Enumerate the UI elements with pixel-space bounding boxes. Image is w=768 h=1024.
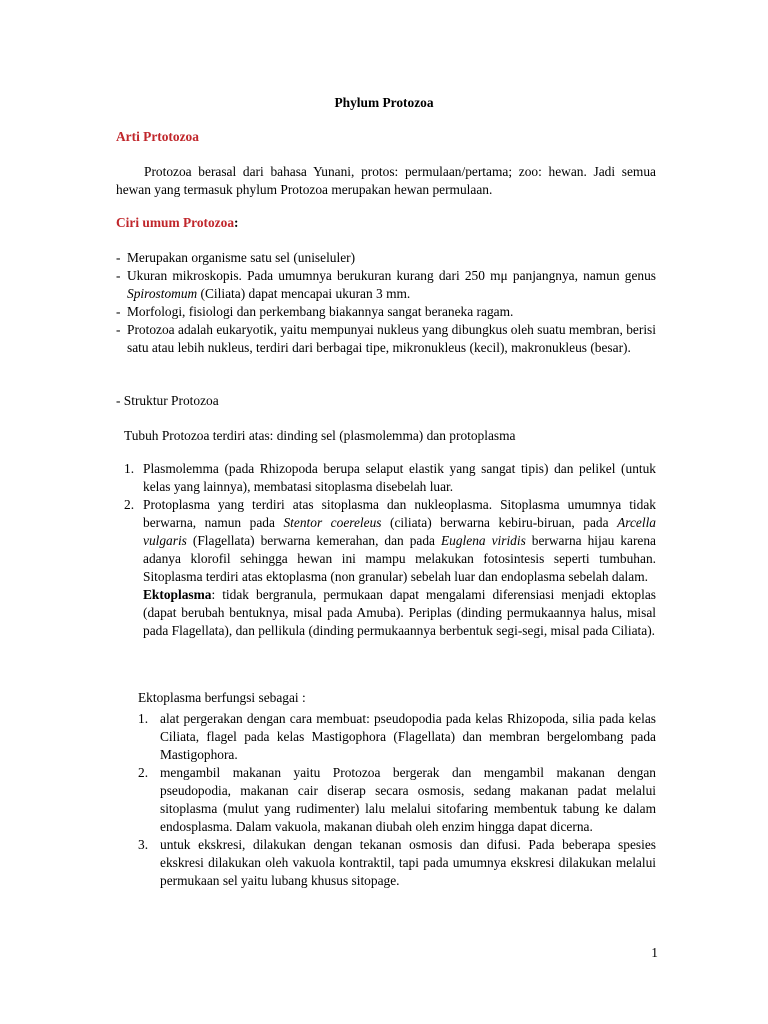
list-item [116,267,656,303]
ciri-item-4: Protozoa adalah eukaryotik, yaitu mempunyai nukleus yang dibungkus oleh suatu membran, berisi satu atau lebih nukleus, terdiri dari berbagai tipe, mikronukleus (kecil), makronukleus (besar). [127,322,656,355]
heading-ciri-text: Ciri umum Protozoa [116,215,235,230]
fungsi-item-3: untuk ekskresi, dilakukan dengan tekanan osmosis dan difusi. Pada beberapa spesies ekskresi dilakukan oleh vakuola kontraktil, tapi pada umumnya ekskresi dilakukan melalui permukaan sel yaitu lubang khusus sitopage. [160,837,656,888]
dash-marker: - [116,250,121,265]
heading-ciri-colon: : [234,215,239,230]
ciri-item-2b: (Ciliata) dapat mencapai ukuran 3 mm. [197,286,411,301]
list-number: 2. [138,765,149,780]
list-number: 1. [138,711,149,726]
heading-ciri [116,214,239,232]
ektoplasma-text: : tidak bergranula, permukaan dapat mengalami diferensiasi menjadi ektoplas (dapat berubah bentuknya, misal pada Amuba). Periplas (dinding permukaannya halus, misal pada Flagellata), dan pellikula (dinding permukaannya berbentuk segi-segi, misal pada Ciliata). [143,587,656,638]
struktur-intro: Tubuh Protozoa terdiri atas: dinding sel (plasmolemma) dan protoplasma [124,428,516,443]
fungsi-list [138,710,656,890]
list-item [116,303,656,321]
list-item [116,321,656,357]
fungsi-item-1: alat pergerakan dengan cara membuat: pseudopodia pada kelas Rhizopoda, silia pada kelas Ciliata, flagel pada kelas Mastigophora (Flagellata) dan membran bergelombang pada Mastigophora. [160,711,656,762]
list-item [124,460,656,496]
list-item [124,496,656,640]
ciri-item-2a: Ukuran mikroskopis. Pada umumnya berukuran kurang dari 250 mμ panjangnya, namun genus [127,268,656,283]
list-number: 3. [138,837,149,852]
fungsi-intro: Ektoplasma berfungsi sebagai : [138,690,306,705]
struktur-item-2 [143,496,656,586]
struktur-label: - Struktur Protozoa [116,393,219,408]
page-number: 1 [651,945,658,960]
ektoplasma-paragraph [143,586,656,640]
struktur-list [124,460,656,640]
arti-paragraph: Protozoa berasal dari bahasa Yunani, protos: permulaan/pertama; zoo: hewan. Jadi semua hewan yang termasuk phylum Protozoa merupakan hewan permulaan. [116,164,656,197]
page-title: Phylum Protozoa [334,95,434,110]
ektoplasma-term: Ektoplasma [143,587,212,602]
struktur-item-2b: (ciliata) berwarna kebiru-biruan, pada [381,515,618,530]
species-stentor: Stentor coereleus [283,515,382,530]
ciri-item-3: Morfologi, fisiologi dan perkembang biakannya sangat beraneka ragam. [127,304,514,319]
fungsi-item-2: mengambil makanan yaitu Protozoa bergerak dan mengambil makanan dengan pseudopodia, makanan cair diserap secara osmosis, sedang makanan padat melalui sitoplasma (mulut yang rudimenter) lalu melalui sitofaring membentuk tabung ke dalam endosplasma. Dalam vakuola, makanan diubah oleh enzim hingga dapat dicerna. [160,765,656,834]
struktur-item-2c: (Flagellata) berwarna kemerahan, dan pada [186,533,441,548]
species-arcella: Arcella vulgaris [143,515,656,548]
struktur-item-2a: Protoplasma yang terdiri atas sitoplasma dan nukleoplasma. Sitoplasma umumnya tidak berwarna, namun pada [143,497,656,530]
ciri-list [116,249,656,357]
heading-arti: Arti Prtotozoa [116,129,199,144]
ciri-item-1: Merupakan organisme satu sel (uniseluler) [127,250,356,265]
list-item [116,249,656,267]
struktur-item-2d: berwarna hijau karena adanya klorofil sehingga hewan ini mampu melakukan fotosintesis seperti tumbuhan. Sitoplasma terdiri atas ektoplasma (non granular) sebelah luar dan endoplasma sebelah dalam. [143,533,656,584]
dash-marker: - [116,322,121,337]
list-number: 1. [124,461,135,476]
species-euglena: Euglena viridis [440,533,526,548]
struktur-item-1: Plasmolemma (pada Rhizopoda berupa selaput elastik yang sangat tipis) dan pelikel (untuk kelas yang lainnya), membatasi sitoplasma disebelah luar. [143,461,656,494]
dash-marker: - [116,304,121,319]
ciri-item-2-genus: Spirostomum [127,286,198,301]
list-item [138,764,656,836]
list-item [138,710,656,764]
list-number: 2. [124,497,135,512]
list-item [138,836,656,890]
dash-marker: - [116,268,121,283]
